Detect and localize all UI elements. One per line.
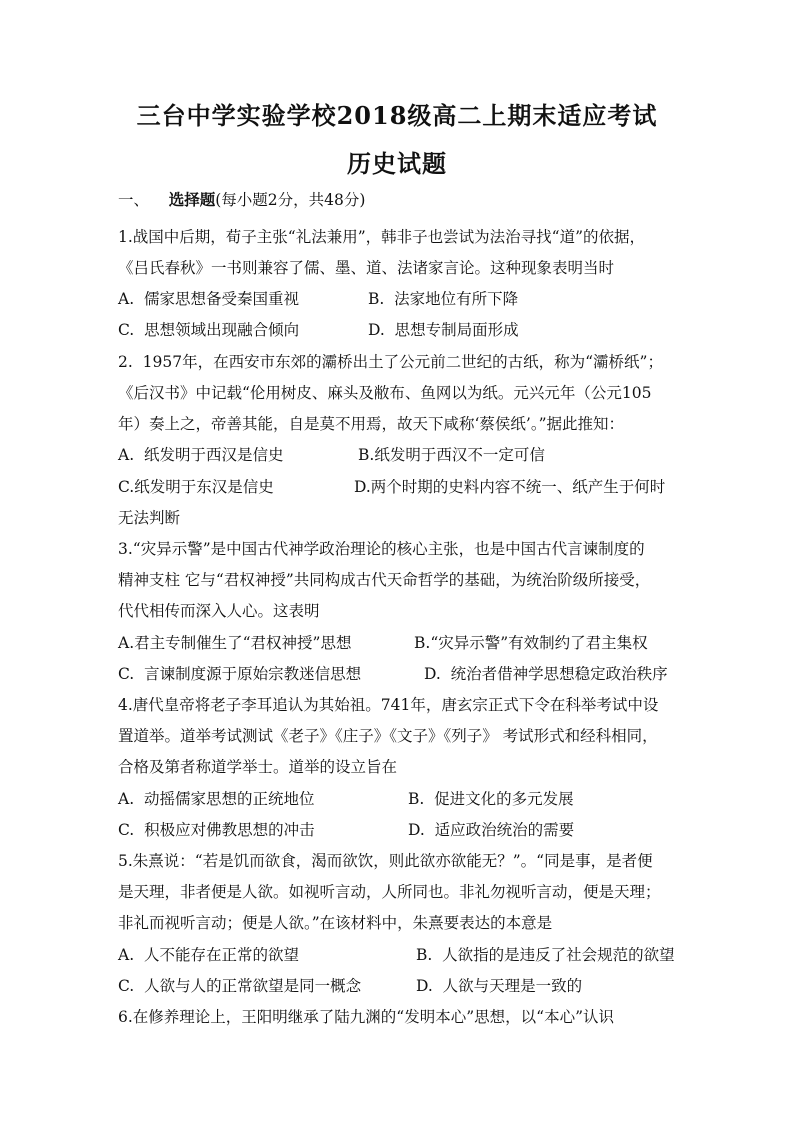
q3-line-3: 代代相传而深入人心。这表明 (118, 602, 320, 620)
q1-option-a: A. 儒家思想备受秦国重视 (118, 290, 299, 308)
q3-option-a: A.君主专制催生了“君权神授”思想 (118, 634, 352, 652)
q5-option-c: C. 人欲与人的正常欲望是同一概念 (118, 977, 362, 995)
q5-option-d: D. 人欲与天理是一致的 (416, 977, 583, 995)
q4-line-3: 合格及第者称道学举士。道举的设立旨在 (118, 758, 398, 776)
q2-line-2: 《后汉书》中记载“伦用树皮、麻头及敝布、鱼网以为纸。元兴元年（公元105 (118, 384, 652, 402)
q3-option-d: D. 统治者借神学思想稳定政治秩序 (424, 665, 668, 683)
q2-line-3: 年）奏上之，帝善其能，自是莫不用焉，故天下咸称‘蔡侯纸’。”据此推知： (118, 415, 625, 433)
section-heading (118, 188, 365, 210)
q5-line-1: 5.朱熹说：“若是饥而欲食，渴而欲饮，则此欲亦欲能无？”。“同是事，是者便 (118, 852, 653, 870)
q4-option-c: C. 积极应对佛教思想的冲击 (118, 821, 315, 839)
q1-line-1: 1.战国中后期，荀子主张“礼法兼用”，韩非子也尝试为法治寻找“道”的依据， (118, 228, 645, 246)
q3-line-2: 精神支柱 它与“君权神授”共同构成古代天命哲学的基础，为统治阶级所接受， (118, 571, 651, 589)
q2-option-d: D.两个时期的史料内容不统一、纸产生于何时 (354, 478, 666, 496)
q3-option-c: C. 言谏制度源于原始宗教迷信思想 (118, 665, 362, 683)
q1-line-2: 《吕氏春秋》一书则兼容了儒、墨、道、法诸家言论。这种现象表明当时 (118, 259, 615, 277)
q3-option-b: B.“灾异示警”有效制约了君主集权 (414, 634, 648, 652)
q1-option-b: B. 法家地位有所下降 (368, 290, 519, 308)
q4-line-2: 置道举。道举考试测试《老子》《庄子》《文子》《列子》 考试形式和经科相同， (118, 727, 658, 745)
q4-option-b: B. 促进文化的多元发展 (408, 790, 574, 808)
q4-option-d: D. 适应政治统治的需要 (408, 821, 575, 839)
section-title: 选择题 (168, 190, 216, 209)
q4-line-1: 4.唐代皇帝将老子李耳追认为其始祖。741年，唐玄宗正式下令在科举考试中设 (118, 696, 659, 714)
subject-title: 历史试题 (347, 149, 447, 178)
q6-line-1: 6.在修养理论上，王阳明继承了陆九渊的“发明本心”思想，以“本心”认识 (118, 1008, 614, 1026)
q1-option-d: D. 思想专制局面形成 (368, 321, 519, 339)
q5-option-b: B. 人欲指的是违反了社会规范的欲望 (416, 946, 675, 964)
q2-option-b: B.纸发明于西汉不一定可信 (358, 446, 545, 464)
section-number: 一、 (118, 191, 150, 209)
q2-line-1: 2. 1957年，在西安市东郊的灞桥出土了公元前二世纪的古纸，称为“灞桥纸”； (118, 353, 663, 371)
exam-title: 三台中学实验学校2018级高二上期末适应考试 (136, 101, 658, 130)
q3-line-1: 3.“灾异示警”是中国古代神学政治理论的核心主张，也是中国古代言谏制度的 (118, 540, 645, 558)
q2-option-a: A. 纸发明于西汉是信史 (118, 446, 284, 464)
q2-option-c: C.纸发明于东汉是信史 (118, 478, 274, 496)
q5-option-a: A. 人不能存在正常的欲望 (118, 946, 299, 964)
q4-option-a: A. 动摇儒家思想的正统地位 (118, 790, 315, 808)
q2-tail-line: 无法判断 (118, 509, 181, 527)
section-note: (每小题2分，共48分) (215, 191, 366, 209)
q1-option-c: C. 思想领域出现融合倾向 (118, 321, 300, 339)
q5-line-3: 非礼而视听言动；便是人欲。”在该材料中，朱熹要表达的本意是 (118, 914, 553, 932)
q5-line-2: 是天理，非者便是人欲。如视听言动，人所同也。非礼勿视听言动，便是天理； (118, 883, 661, 901)
